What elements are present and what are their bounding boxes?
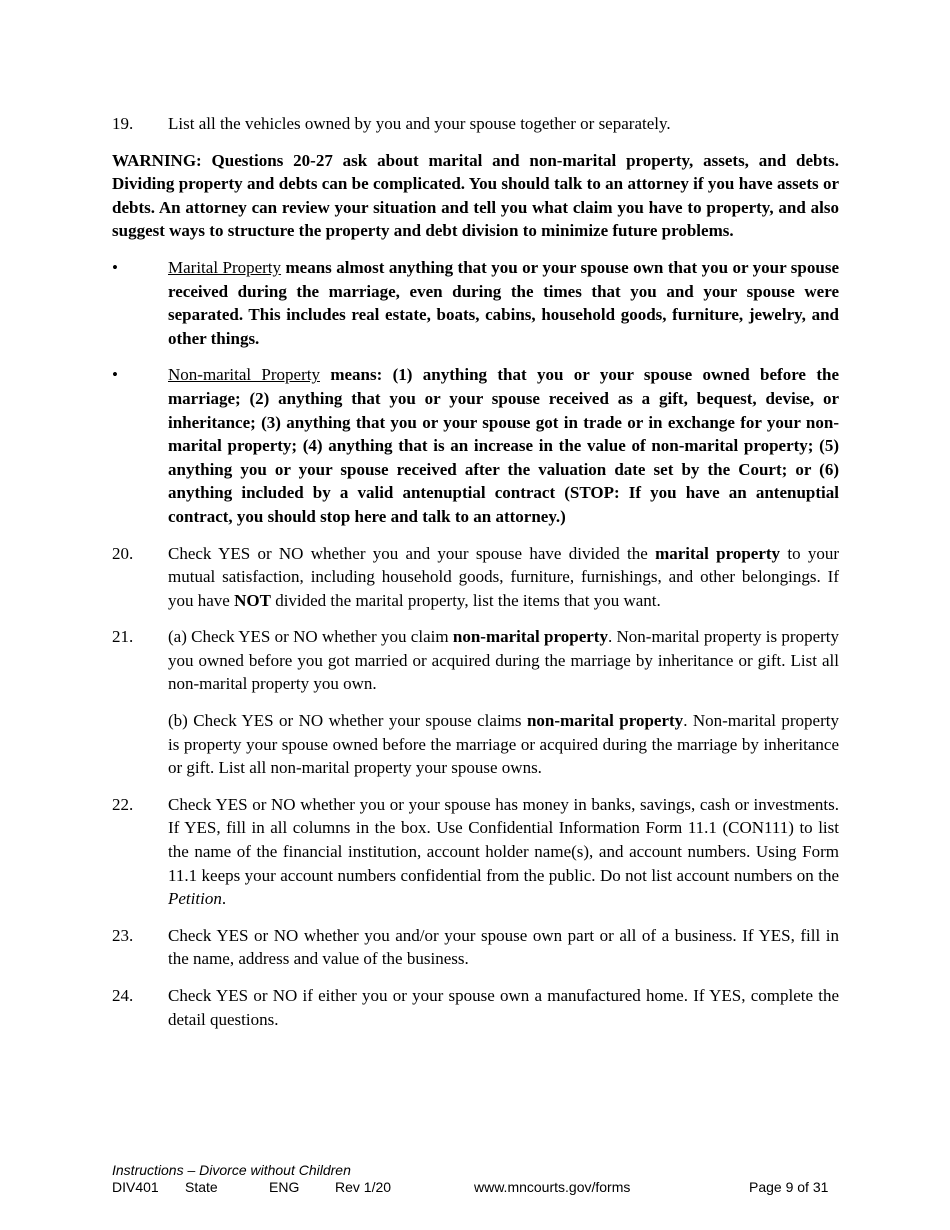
bullet-icon: • [112, 365, 118, 385]
form-id: DIV401 [112, 1179, 159, 1195]
question-text: (a) Check YES or NO whether you claim non-marital property. Non-marital property is property you owned before you got married or acquired during the marriage by inheritance or gift. List all non-marital property you own. [168, 627, 839, 694]
question-23 [112, 924, 839, 971]
form-scope: State [185, 1179, 218, 1195]
question-text: Check YES or NO whether you or your spouse has money in banks, savings, cash or investments. If YES, fill in all columns in the box. Use Confidential Information Form 11.1 (CON111) to list the name of the financial institution, account holder name(s), and account numbers. Using Form 11.1 keeps your account numbers confidential from the public. Do not list account numbers on the Petition. [168, 794, 839, 909]
question-text: Check YES or NO whether you and/or your spouse own part or all of a business. If YES, fill in the name, address and value of the business. [168, 925, 839, 969]
question-21b: (b) Check YES or NO whether your spouse claims non-marital property. Non-marital property is property your spouse owned before the marriage or acquired during the marriage by inheritance or gift. List all non-marital property your spouse owns. [168, 711, 839, 778]
question-19 [112, 112, 839, 136]
bullet-icon: • [112, 257, 118, 277]
defined-term: Non-marital Property [168, 365, 320, 385]
warning-paragraph: WARNING: Questions 20-27 ask about marital and non-marital property, assets, and debts. Dividing property and debts can be complicated. You should talk to an attorney if you have assets or debts. An attorney can review your situation and tell you what claim you have to property, and also suggest ways to structure the property and debt division to minimize future problems. [112, 150, 839, 241]
document-page [112, 112, 839, 1044]
question-21a [112, 625, 839, 696]
footer-meta-row [112, 1179, 832, 1196]
footer-title: Instructions – Divorce without Children [112, 1162, 351, 1178]
question-number: 20. [112, 543, 134, 563]
non-marital-property-definition [112, 363, 839, 528]
question-number: 23. [112, 925, 134, 945]
question-number: 22. [112, 794, 134, 814]
defined-term: Marital Property [168, 257, 282, 277]
page-number: Page 9 of 31 [749, 1179, 829, 1195]
question-24 [112, 984, 839, 1031]
question-text: Check YES or NO whether you and your spouse have divided the marital property to your mutual satisfaction, including household goods, furniture, furnishings, and other belongings. If you have NOT divided the marital property, list the items that you want. [168, 543, 840, 610]
page-footer [112, 1162, 832, 1196]
form-revision: Rev 1/20 [335, 1179, 392, 1195]
definition-text: means: (1) anything that you or your spouse owned before the marriage; (2) anything that you or your spouse received as a gift, bequest, devise, or inheritance; (3) anything that you or your spouse got in trade or in exchange for your non-marital property; (4) anything that is an increase in the value of non-marital property; (5) anything you or your spouse received after the valuation date set by the Court; or (6) anything included by a valid antenuptial contract (STOP: If you have an antenuptial contract, you should stop here and talk to an attorney.) [168, 365, 839, 526]
question-number: 19. [112, 114, 134, 133]
question-text: List all the vehicles owned by you and your spouse together or separately. [168, 114, 671, 133]
definition-text: means almost anything that you or your spouse own that you or your spouse received during the marriage, even during the times that you and your spouse were separated. This includes real estate, boats, cabins, household goods, furniture, jewelry, and other things. [168, 257, 839, 348]
question-text: Check YES or NO if either you or your spouse own a manufactured home. If YES, complete the detail questions. [168, 986, 839, 1029]
question-22 [112, 793, 839, 911]
form-language: ENG [269, 1179, 300, 1195]
marital-property-definition [112, 256, 839, 350]
question-number: 24. [112, 986, 134, 1005]
forms-website-link[interactable]: www.mncourts.gov/forms [474, 1179, 631, 1195]
question-20 [112, 542, 839, 613]
question-number: 21. [112, 627, 134, 647]
